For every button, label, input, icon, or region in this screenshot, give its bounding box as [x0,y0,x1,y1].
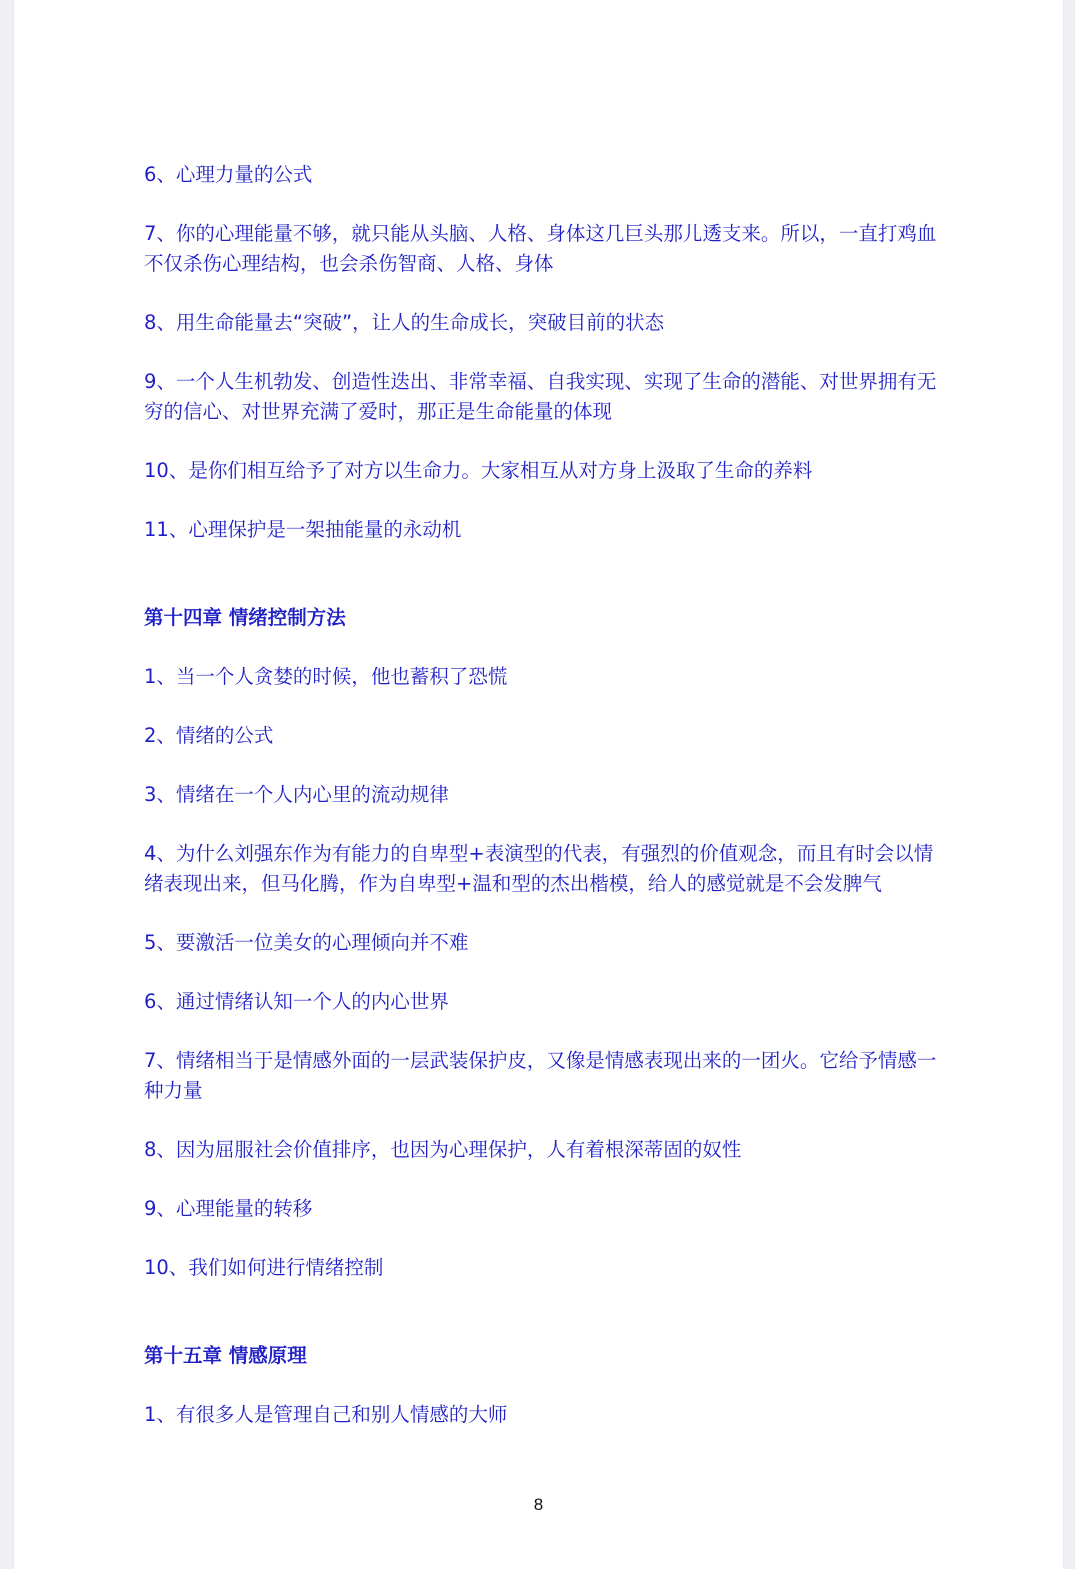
document-page [14,0,1063,1569]
list-item: 10、是你们相互给予了对方以生命力。大家相互从对方身上汲取了生命的养料 [144,459,813,482]
list-item: 6、心理力量的公式 [144,163,313,186]
list-item: 5、要激活一位美女的心理倾向并不难 [144,931,469,954]
chapter-heading: 第十四章 情绪控制方法 [144,606,346,629]
list-item: 2、情绪的公式 [144,724,274,747]
list-item: 8、因为屈服社会价值排序，也因为心理保护，人有着根深蒂固的奴性 [144,1138,742,1161]
list-item: 1、有很多人是管理自己和别人情感的大师 [144,1403,508,1426]
page-number: 8 [533,1495,544,1514]
list-item: 9、一个人生机勃发、创造性迭出、非常幸福、自我实现、实现了生命的潜能、对世界拥有无穷的信心、对世界充满了爱时，那正是生命能量的体现 [144,370,937,423]
list-item: 4、为什么刘强东作为有能力的自卑型+表演型的代表，有强烈的价值观念，而且有时会以情绪表现出来，但马化腾，作为自卑型+温和型的杰出楷模，给人的感觉就是不会发脾气 [144,842,934,895]
list-item: 1、当一个人贪婪的时候，他也蓄积了恐慌 [144,665,508,688]
section-chapter-14 [144,603,944,1283]
list-item: 8、用生命能量去“突破”，让人的生命成长，突破目前的状态 [144,311,665,334]
list-item: 6、通过情绪认知一个人的内心世界 [144,990,449,1013]
list-item: 11、心理保护是一架抽能量的永动机 [144,518,462,541]
section-chapter-15 [144,1341,944,1430]
list-item: 3、情绪在一个人内心里的流动规律 [144,783,449,806]
chapter-heading: 第十五章 情感原理 [144,1344,307,1367]
section-chapter-13-continued [144,160,944,545]
list-item: 9、心理能量的转移 [144,1197,313,1220]
document-content [144,160,944,1459]
list-item: 7、情绪相当于是情感外面的一层武装保护皮，又像是情感表现出来的一团火。它给予情感一种力量 [144,1049,937,1102]
list-item: 7、你的心理能量不够，就只能从头脑、人格、身体这几巨头那儿透支来。所以，一直打鸡血不仅杀伤心理结构，也会杀伤智商、人格、身体 [144,222,937,275]
list-item: 10、我们如何进行情绪控制 [144,1256,384,1279]
